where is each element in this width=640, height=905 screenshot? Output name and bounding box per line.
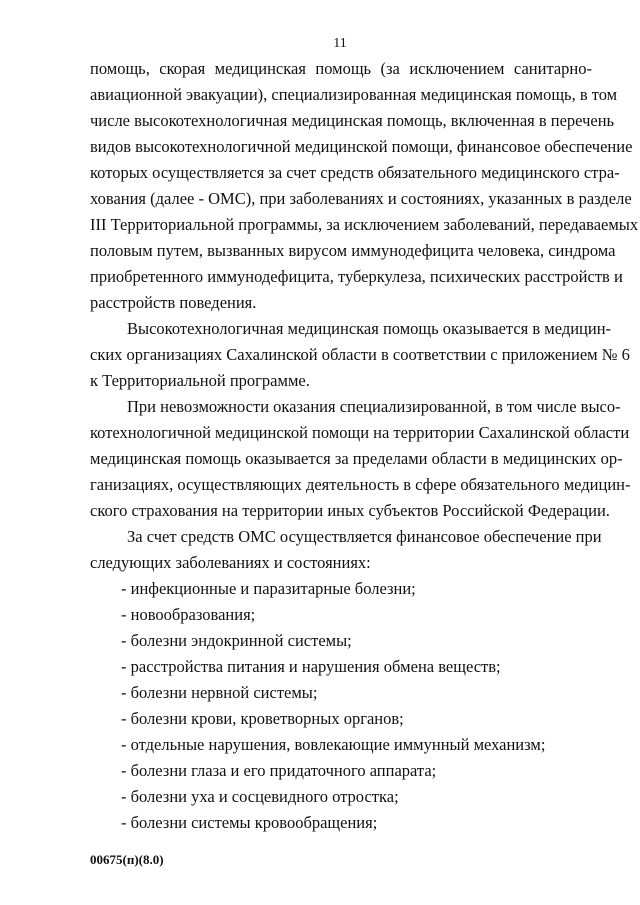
paragraph-2-line: Высокотехнологичная медицинская помощь оказывается в медицин-	[127, 319, 612, 338]
paragraph-3-line: При невозможности оказания специализированной, в том числе высо-	[127, 397, 621, 416]
paragraph-1-line: III Территориальной программы, за исключением заболеваний, передаваемых	[90, 215, 639, 234]
list-item: - новообразования;	[121, 605, 256, 624]
list-item: - болезни уха и сосцевидного отростка;	[121, 787, 399, 806]
list-item: - расстройства питания и нарушения обмена веществ;	[121, 657, 501, 676]
paragraph-3-line: медицинская помощь оказывается за пределами области в медицинских ор-	[90, 449, 623, 468]
list-item: - инфекционные и паразитарные болезни;	[121, 579, 416, 598]
list-item: - болезни крови, кроветворных органов;	[121, 709, 404, 728]
paragraph-3-line: ганизациях, осуществляющих деятельность в сфере обязательного медицин-	[90, 475, 631, 494]
paragraph-3-line: ского страхования на территории иных субъектов Российской Федерации.	[90, 501, 610, 520]
paragraph-1-line: числе высокотехнологичная медицинская помощь, включенная в перечень	[90, 111, 615, 130]
paragraph-1-line: видов высокотехнологичной медицинской помощи, финансовое обеспечение	[90, 137, 633, 156]
paragraph-4-line: следующих заболеваниях и состояниях:	[90, 553, 371, 572]
paragraph-1-line: которых осуществляется за счет средств обязательного медицинского стра-	[90, 163, 620, 182]
paragraph-1-line: расстройств поведения.	[90, 293, 257, 312]
paragraph-4-line: За счет средств ОМС осуществляется финансовое обеспечение при	[127, 527, 602, 546]
document-code: 00675(п)(8.0)	[90, 852, 164, 867]
paragraph-1-line: авиационной эвакуации), специализированная медицинская помощь, в том	[90, 85, 618, 104]
list-item: - болезни эндокринной системы;	[121, 631, 352, 650]
paragraph-1-line: приобретенного иммунодефицита, туберкулеза, психических расстройств и	[90, 267, 623, 286]
paragraph-1-line: хования (далее - ОМС), при заболеваниях и состояниях, указанных в разделе	[90, 189, 632, 208]
paragraph-2-line: ских организациях Сахалинской области в соответствии с приложением № 6	[90, 345, 630, 364]
page-number: 11	[333, 36, 347, 51]
paragraph-1-line: половым путем, вызванных вирусом иммунодефицита человека, синдрома	[90, 241, 616, 260]
list-item: - болезни системы кровообращения;	[121, 813, 378, 832]
list-item: - болезни нервной системы;	[121, 683, 318, 702]
list-item: - болезни глаза и его придаточного аппарата;	[121, 761, 437, 780]
list-item: - отдельные нарушения, вовлекающие иммунный механизм;	[121, 735, 546, 754]
paragraph-3-line: котехнологичной медицинской помощи на территории Сахалинской области	[90, 423, 630, 442]
paragraph-2-line: к Территориальной программе.	[90, 371, 310, 390]
paragraph-1-line: помощь, скорая медицинская помощь (за исключением санитарно-	[90, 59, 592, 78]
